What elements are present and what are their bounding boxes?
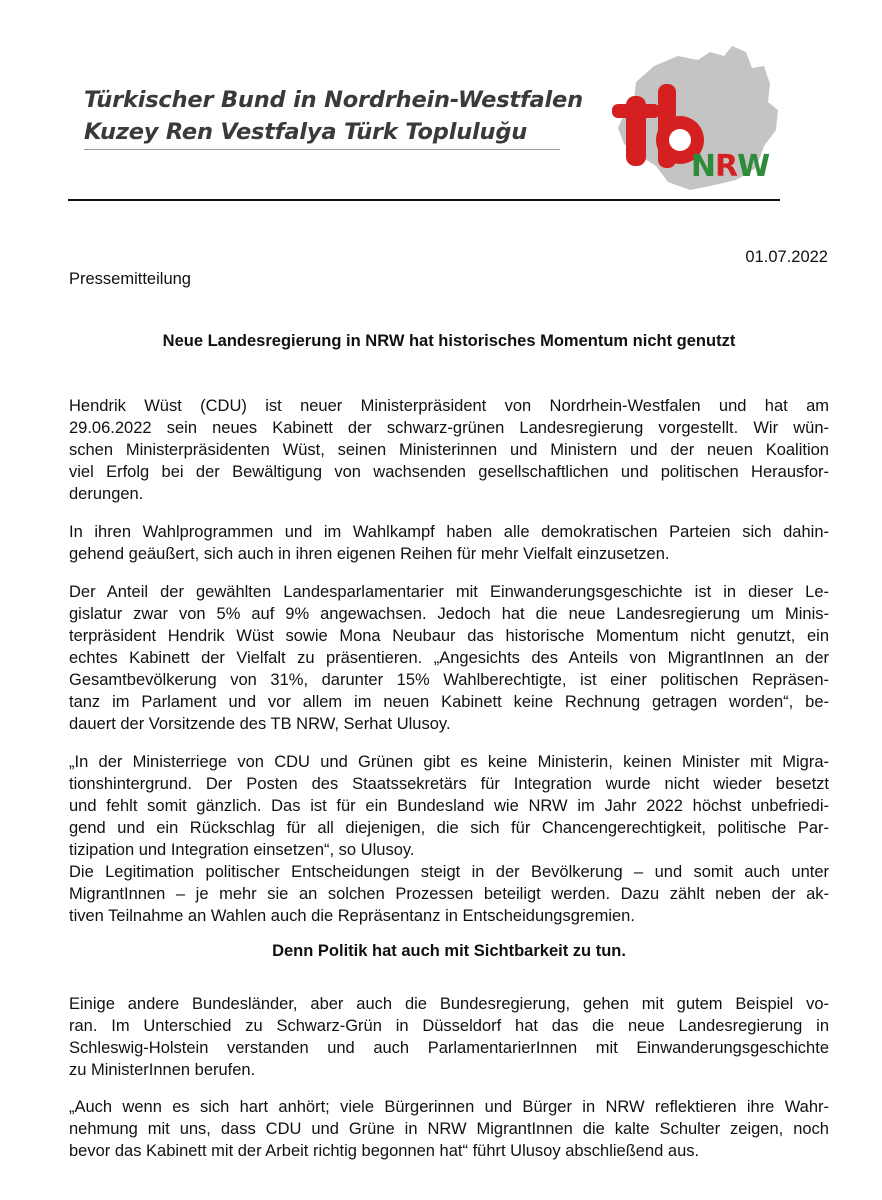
org-name-german: Türkischer Bund in Nordrhein-Westfalen: [84, 87, 583, 113]
org-name-turkish: Kuzey Ren Vestfalya Türk Topluluğu: [84, 119, 528, 145]
paragraph-line: derungen.: [69, 485, 144, 503]
org-name: [84, 84, 583, 148]
paragraph: [69, 1096, 829, 1162]
document-date: 01.07.2022: [745, 248, 828, 266]
paragraph-line: „Auch wenn es sich hart anhört; viele Bürgerinnen und Bürger in NRW reflektieren ihre Wahr-: [69, 1098, 829, 1116]
paragraph-line: gend und ein Rückschlag für all diejenigen, die sich für Chancengerechtigkeit, politische Par-: [69, 819, 829, 837]
nrw-letter-n: N: [690, 149, 715, 184]
paragraph-line: tizipation und Integration einsetzen“, so Ulusoy.: [69, 841, 415, 859]
paragraph-line: ran. Im Unterschied zu Schwarz-Grün in Düsseldorf hat das die neue Landesregierung in: [69, 1017, 829, 1035]
paragraph-line: terpräsident Hendrik Wüst sowie Mona Neubaur das historische Momentum nicht genutzt, ein: [69, 627, 829, 645]
paragraph: [69, 521, 829, 565]
paragraph-line: Der Anteil der gewählten Landesparlamentarier mit Einwanderungsgeschichte ist in dieser Le-: [69, 583, 829, 601]
paragraph-line: gislatur zwar von 5% auf 9% angewachsen. Jedoch hat die neue Landesregierung um Minis-: [69, 605, 829, 623]
paragraph-line: tionshintergrund. Der Posten des Staatssekretärs für Integration wurde nicht wieder besetzt: [69, 775, 829, 793]
nrw-letter-w: W: [737, 149, 770, 184]
nrw-letter-r: R: [714, 149, 738, 184]
paragraph-line: Schleswig-Holstein verstanden und auch ParlamentarierInnen mit Einwanderungsgeschichte: [69, 1039, 829, 1057]
paragraph-line: schen Ministerpräsidenten Wüst, seinen Ministerinnen und Ministern und der neuen Koalition: [69, 441, 829, 459]
paragraph-line: Hendrik Wüst (CDU) ist neuer Ministerpräsident von Nordrhein-Westfalen und hat am: [69, 397, 829, 415]
paragraph: [69, 581, 829, 735]
paragraph-line: In ihren Wahlprogrammen und im Wahlkampf haben alle demokratischen Parteien sich dahin-: [69, 523, 829, 541]
paragraph-line: Gesamtbevölkerung von 31%, darunter 15% Wahlberechtigte, ist einer politischen Repräsen-: [69, 671, 829, 689]
paragraph-line: zu MinisterInnen berufen.: [69, 1061, 256, 1079]
paragraph-line: Die Legitimation politischer Entscheidungen steigt in der Bevölkerung – und somit auch unter: [69, 863, 829, 881]
paragraph: [69, 993, 829, 1081]
document-type: Pressemitteilung: [69, 270, 191, 288]
paragraph-line: bevor das Kabinett mit der Arbeit richtig begonnen hat“ führt Ulusoy abschließend aus.: [69, 1142, 700, 1160]
paragraph-line: gehend geäußert, sich auch in ihren eigenen Reihen für mehr Vielfalt einzusetzen.: [69, 545, 670, 563]
nrw-wordmark: [691, 149, 770, 184]
paragraph-line: und fehlt somit gänzlich. Das ist für ein Bundesland wie NRW im Jahr 2022 höchst unbefriedi-: [69, 797, 829, 815]
paragraph-line: echtes Kabinett der Vielfalt zu präsentieren. „Angesichts des Anteils von MigrantInnen an der: [69, 649, 829, 667]
paragraph-line: dauert der Vorsitzende des TB NRW, Serhat Ulusoy.: [69, 715, 451, 733]
paragraph-line: „In der Ministerriege von CDU und Grünen gibt es keine Ministerin, keinen Minister mit Migra-: [69, 753, 829, 771]
paragraph-line: tiven Teilnahme an Wahlen auch die Repräsentanz in Entscheidungsgremien.: [69, 907, 635, 925]
press-release-title: Neue Landesregierung in NRW hat historisches Momentum nicht genutzt: [162, 332, 736, 350]
section-subheading: Denn Politik hat auch mit Sichtbarkeit zu tun.: [272, 942, 626, 960]
org-name-underline: [84, 149, 560, 150]
paragraph: [69, 751, 829, 927]
paragraph-line: MigrantInnen – je mehr sie an solchen Prozessen beteiligt werden. Dazu zählt neben der ak-: [69, 885, 829, 903]
tb-nrw-logo: [606, 44, 784, 194]
paragraph-line: Einige andere Bundesländer, aber auch die Bundesregierung, gehen mit gutem Beispiel vo-: [69, 995, 829, 1013]
paragraph-line: 29.06.2022 sein neues Kabinett der schwarz-grünen Landesregierung vorgestellt. Wir wün-: [69, 419, 829, 437]
paragraph-line: viel Erfolg bei der Bewältigung von wachsenden gesellschaftlichen und politischen Herausfor-: [69, 463, 829, 481]
paragraph-line: tanz im Parlament und vor allem im neuen Kabinett keine Rechnung getragen worden“, be-: [69, 693, 829, 711]
paragraph-line: nehmung mit uns, dass CDU und Grüne in NRW MigrantInnen die kalte Schulter zeigen, noch: [69, 1120, 829, 1138]
header-divider: [68, 199, 780, 201]
paragraph: [69, 395, 829, 505]
tb-letter-b-counter: [669, 129, 691, 151]
